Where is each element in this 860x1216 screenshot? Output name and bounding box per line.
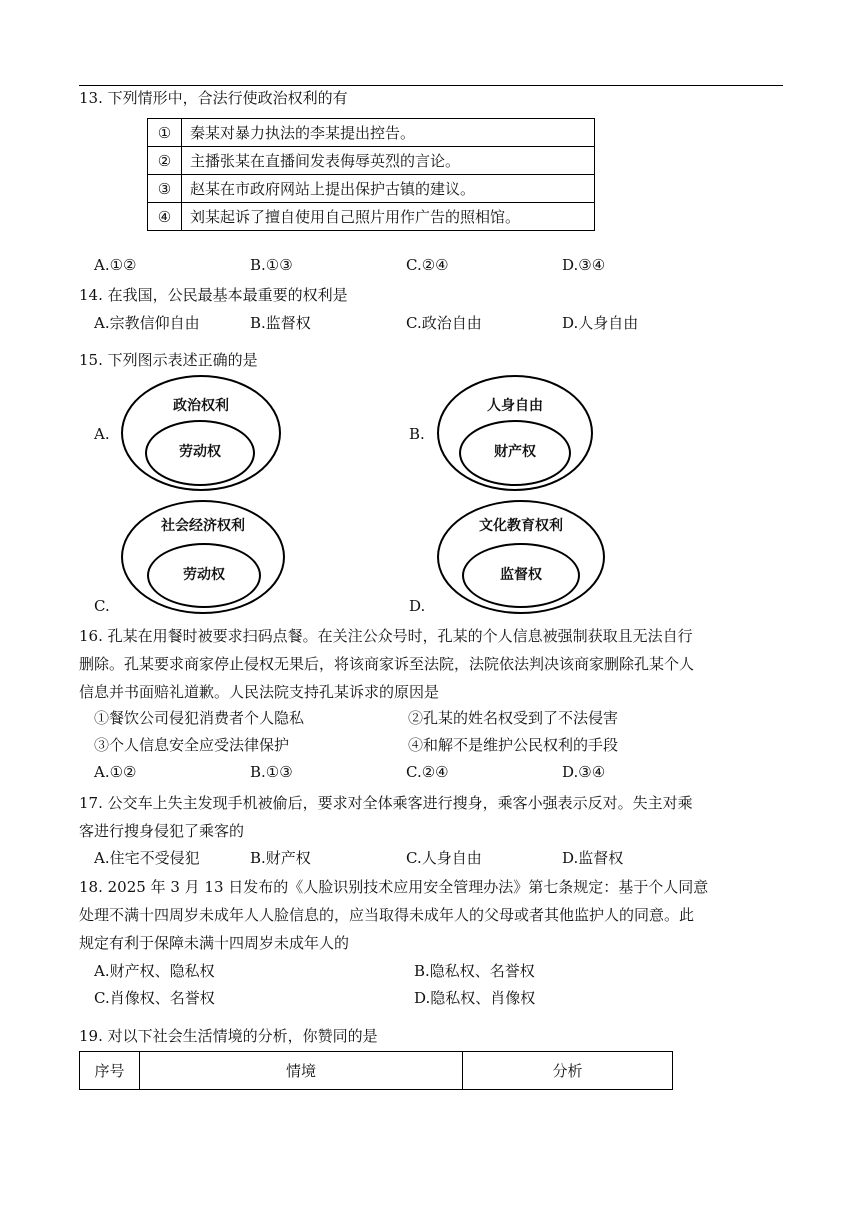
q14-option-d: D.人身自由 (562, 314, 639, 332)
q18-option-c: C.肖像权、名誉权 (94, 989, 215, 1007)
q16-option-d: D.③④ (562, 763, 606, 781)
q13-option-b: B.①③ (250, 256, 293, 274)
q15-option-b-label: B. (409, 425, 425, 443)
q14-option-c: C.政治自由 (406, 314, 482, 332)
q14-stem: 14. 在我国，公民最基本最重要的权利是 (79, 286, 348, 304)
inner-ellipse-label: 监督权 (500, 567, 542, 583)
q16-option-a: A.①② (94, 763, 137, 781)
item-number: ① (148, 119, 182, 147)
q19-stem: 19. 对以下社会生活情境的分析，你赞同的是 (79, 1027, 378, 1045)
item-text: 秦某对暴力执法的李某提出控告。 (182, 119, 595, 147)
q19-table (79, 1051, 673, 1090)
q18-stem-line: 规定有利于保障未满十四周岁未成年人的 (79, 934, 350, 952)
item-text: 赵某在市政府网站上提出保护古镇的建议。 (182, 175, 595, 203)
q16-stem-line: 信息并书面赔礼道歉。人民法院支持孔某诉求的原因是 (79, 683, 440, 701)
q14-option-b: B.监督权 (250, 314, 311, 332)
column-header: 情境 (140, 1052, 463, 1090)
q13-table (147, 118, 595, 231)
q16-statement: ③个人信息安全应受法律保护 (94, 736, 290, 754)
q15-option-c-label: C. (94, 597, 110, 615)
table-row (148, 119, 595, 147)
outer-ellipse-label: 人身自由 (487, 398, 543, 414)
item-text: 刘某起诉了擅自使用自己照片用作广告的照相馆。 (182, 203, 595, 231)
q17-option-b: B.财产权 (250, 849, 311, 867)
table-row (148, 175, 595, 203)
q16-statement: ④和解不是维护公民权利的手段 (408, 736, 619, 754)
q18-stem-line: 18. 2025 年 3 月 13 日发布的《人脸识别技术应用安全管理办法》第七条规定：基于个人同意 (79, 878, 709, 896)
column-header: 分析 (463, 1052, 673, 1090)
q16-option-b: B.①③ (250, 763, 293, 781)
q13-stem: 13. 下列情形中，合法行使政治权利的有 (79, 89, 348, 107)
q13-option-c: C.②④ (406, 256, 449, 274)
item-number: ② (148, 147, 182, 175)
outer-ellipse-label: 政治权利 (173, 398, 229, 414)
q17-option-d: D.监督权 (562, 849, 624, 867)
q13-option-d: D.③④ (562, 256, 606, 274)
q15-option-a-label: A. (94, 425, 110, 443)
q17-option-c: C.人身自由 (406, 849, 482, 867)
q13-option-a: A.①② (94, 256, 137, 274)
header-rule (79, 85, 783, 86)
q16-stem-line: 删除。孔某要求商家停止侵权无果后，将该商家诉至法院，法院依法判决该商家删除孔某个人 (79, 655, 695, 673)
q16-statement: ②孔某的姓名权受到了不法侵害 (408, 709, 619, 727)
column-header: 序号 (80, 1052, 140, 1090)
q16-option-c: C.②④ (406, 763, 449, 781)
table-row (148, 203, 595, 231)
q17-option-a: A.住宅不受侵犯 (94, 849, 200, 867)
table-row (148, 147, 595, 175)
q18-stem-line: 处理不满十四周岁未成年人人脸信息的，应当取得未成年人的父母或者其他监护人的同意。此 (79, 906, 695, 924)
q16-statement: ①餐饮公司侵犯消费者个人隐私 (94, 709, 305, 727)
outer-ellipse-label: 社会经济权利 (161, 518, 245, 534)
q18-option-a: A.财产权、隐私权 (94, 962, 215, 980)
inner-ellipse-label: 劳动权 (179, 444, 221, 460)
q16-stem-line: 16. 孔某在用餐时被要求扫码点餐。在关注公众号时，孔某的个人信息被强制获取且无法自行 (79, 627, 693, 645)
q15-option-d-label: D. (409, 597, 426, 615)
outer-ellipse-label: 文化教育权利 (479, 518, 563, 534)
q14-option-a: A.宗教信仰自由 (94, 314, 200, 332)
item-number: ③ (148, 175, 182, 203)
q15-stem: 15. 下列图示表述正确的是 (79, 351, 258, 369)
q18-option-d: D.隐私权、肖像权 (414, 989, 536, 1007)
table-header-row (80, 1052, 673, 1090)
q18-option-b: B.隐私权、名誉权 (414, 962, 535, 980)
q17-stem-line: 客进行搜身侵犯了乘客的 (79, 822, 245, 840)
item-text: 主播张某在直播间发表侮辱英烈的言论。 (182, 147, 595, 175)
item-number: ④ (148, 203, 182, 231)
inner-ellipse-label: 劳动权 (183, 567, 225, 583)
inner-ellipse-label: 财产权 (494, 444, 536, 460)
q17-stem-line: 17. 公交车上失主发现手机被偷后，要求对全体乘客进行搜身，乘客小强表示反对。失主对乘 (79, 794, 693, 812)
